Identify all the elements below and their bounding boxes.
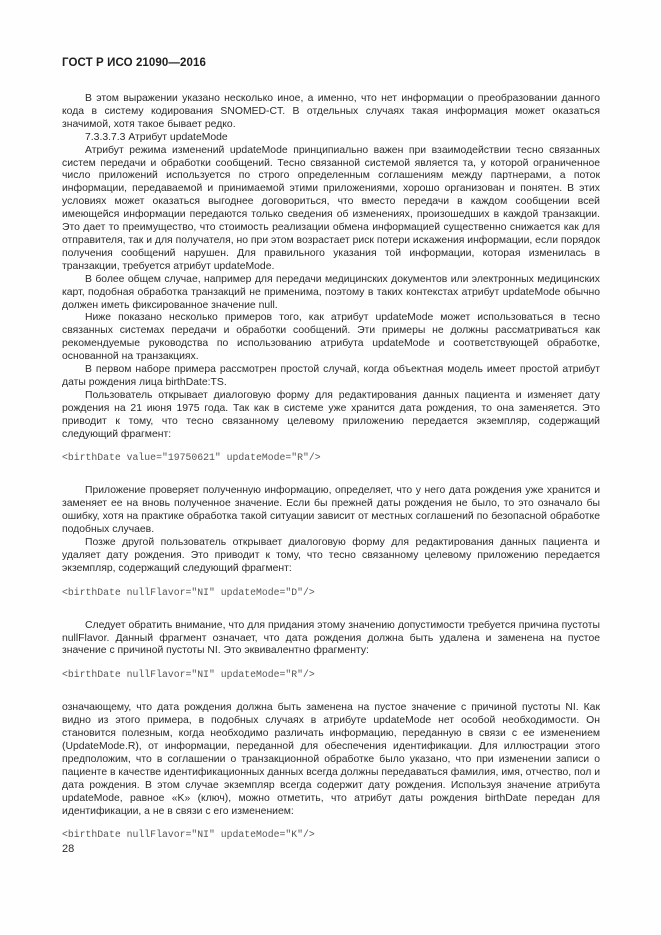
paragraph: Атрибут режима изменений updateMode принципиально важен при взаимодействии тесно связанных систем передачи и обработки сообщений. Тесно связанной системой является та, у которой ограниченное число приложений используется по строго определенным соглашениям между партнерами, а поток информации, передаваемой и принимаемой этими приложениями, хорошо организован и понятен. В этих условиях может оказаться выгоднее договориться, что вместо передачи в каждом сообщении всей имеющейся информации передаются только сведения об изменениях, произошедших в каждой транзакции. Это дает то преимущество, что стоимость реализации обмена информацией существенно снижается как для отправителя, так и для получателя, но при этом возрастает риск потери искажения информации, если порядок получения сообщений нарушен. Для правильного указания той информации, которая изменилась в транзакции, требуется атрибут updateMode. bbox=[62, 144, 600, 272]
paragraph: В более общем случае, например для передачи медицинских документов или электронных медицинских карт, подобная обработка транзакций не применима, поэтому в таких контекстах атрибут updateMode обычно должен иметь фиксированное значение null. bbox=[62, 273, 600, 311]
code-example: <birthDate nullFlavor="NI" updateMode="K"/> bbox=[62, 829, 315, 841]
paragraph: Ниже показано несколько примеров того, как атрибут updateMode может использоваться в тесно связанных системах передачи и обработки сообщений. Эти примеры не должны рассматриваться как рекомендуемые руководства по использованию атрибута updateMode и соответствующей обработке, основанной на транзакциях. bbox=[62, 312, 600, 363]
section-heading: 7.3.3.7.3 Атрибут updateMode bbox=[85, 131, 228, 143]
standard-header: ГОСТ Р ИСО 21090—2016 bbox=[62, 57, 207, 69]
code-example: <birthDate nullFlavor="NI" updateMode="D"/> bbox=[62, 586, 315, 598]
page-number: 28 bbox=[62, 843, 75, 855]
document-body bbox=[62, 93, 600, 842]
code-example: <birthDate nullFlavor="NI" updateMode="R"/> bbox=[62, 669, 315, 681]
paragraph: Пользователь открывает диалоговую форму для редактирования данных пациента и изменяет дату рождения на 21 июня 1975 года. Так как в системе уже хранится дата рождения, то она заменяется. Это приводит к тому, что тесно связанному целевому приложению передается экземпляр, содержащий следующий фрагмент: bbox=[62, 389, 600, 440]
paragraph: означающему, что дата рождения должна быть заменена на пустое значение с причиной пустоты NI. Как видно из этого примера, в подобных случаях в атрибуте updateMode нет особой необходимости. Он становится полезным, когда необходимо различать информацию, переданную в связи с ее изменением (UpdateMode.R), от информации, переданной для обеспечения идентификации. Для иллюстрации этого предположим, что в соглашении о транзакционной обработке было указано, что при изменении записи о пациенте в качестве идентификационных данных всегда должны передаваться фамилия, имя, отчество, пол и дата рождения. В этом случае экземпляр всегда содержит дату рождения. Используя значение атрибута updateMode, равное «K» (ключ), можно отметить, что атрибут даты рождения birthDate передан для идентификации, а не в связи с его изменением: bbox=[62, 702, 601, 817]
paragraph: Приложение проверяет полученную информацию, определяет, что у него дата рождения уже хранится и заменяет ее на вновь полученное значение. Если бы прежней даты рождения не было, то это означало бы ошибку, хотя на практике обработка такой ситуации зависит от местных соглашений по безопасной обработке подобных случаев. bbox=[62, 485, 600, 536]
paragraph: В этом выражении указано несколько иное, а именно, что нет информации о преобразовании данного кода в систему кодирования SNOMED-CT. В отдельных случаях такая информация может оказаться значимой, хотя такое бывает редко. bbox=[62, 93, 600, 130]
paragraph: Следует обратить внимание, что для придания этому значению допустимости требуется причина пустоты nullFlavor. Данный фрагмент означает, что дата рождения должна быть удалена и заменена на пустое значение с причиной пустоты NI. Это эквивалентно фрагменту: bbox=[62, 619, 600, 657]
code-example: <birthDate value="19750621" updateMode="R"/> bbox=[62, 452, 321, 464]
paragraph: Позже другой пользователь открывает диалоговую форму для редактирования данных пациента и удаляет дату рождения. Это приводит к тому, что тесно связанному целевому приложению передается экземпляр, содержащий следующий фрагмент: bbox=[62, 537, 600, 574]
paragraph: В первом наборе примера рассмотрен простой случай, когда объектная модель имеет простой атрибут даты рождения лица birthDate:TS. bbox=[62, 364, 600, 388]
